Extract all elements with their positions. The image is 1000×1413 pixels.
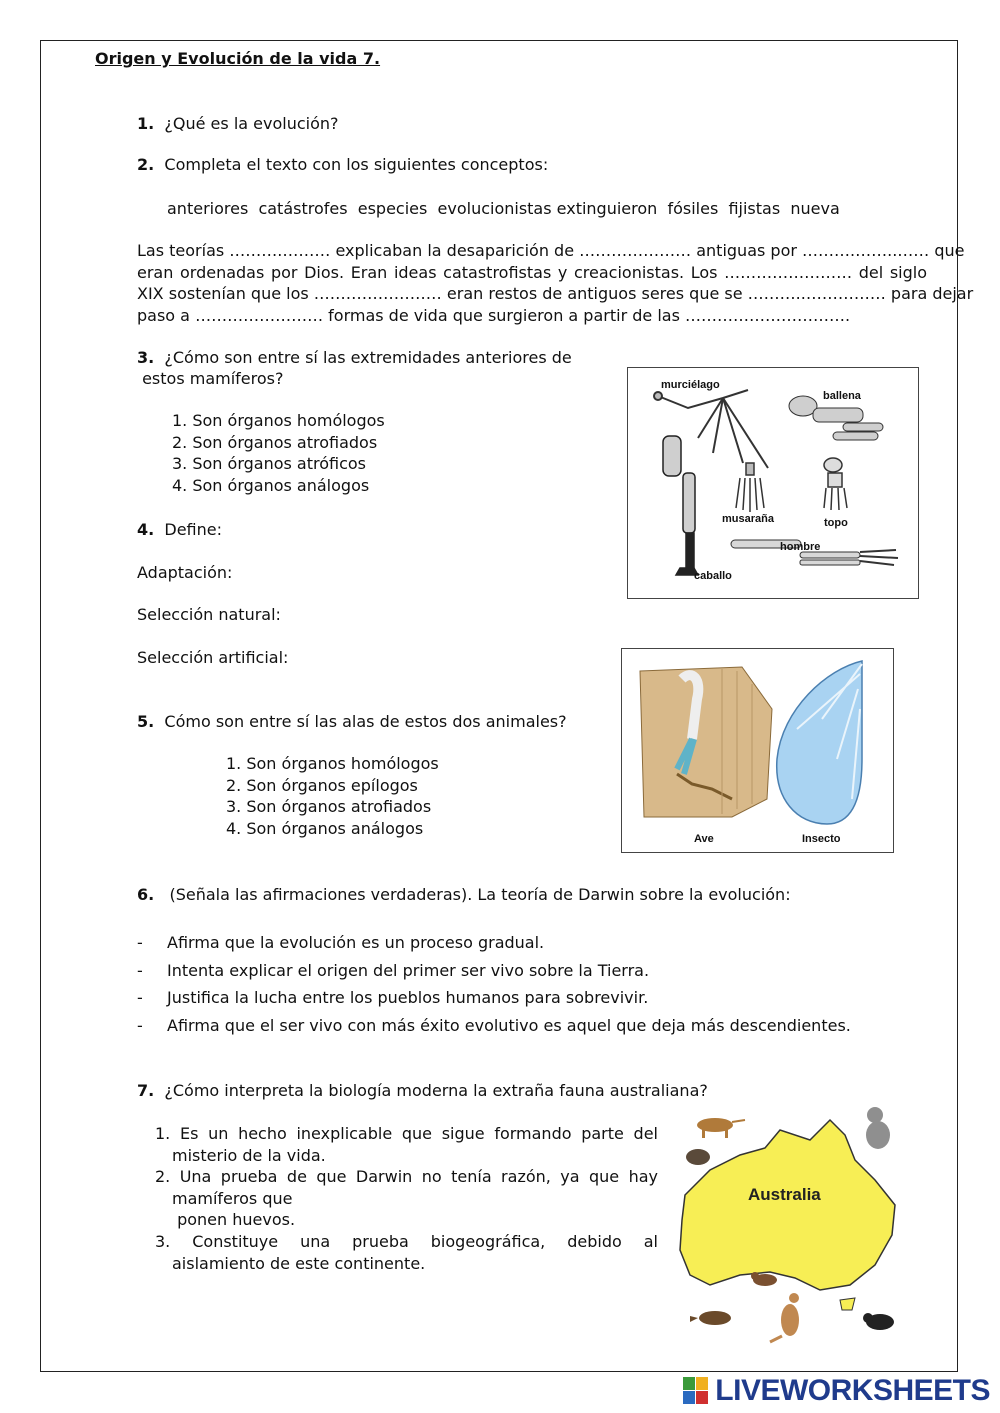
paragraph-line: eran ordenadas por Dios. Eran ideas catastrofistas y creacionistas. Los …………………… del siglo — [137, 262, 927, 282]
statement-item[interactable]: Intenta explicar el origen del primer ser vivo sobre la Tierra. — [167, 961, 650, 980]
shrew-paw-icon — [736, 463, 764, 512]
australia-map — [670, 1100, 920, 1350]
question-5-options — [226, 753, 439, 839]
wings-figure — [621, 648, 894, 853]
label-topo: topo — [824, 517, 848, 529]
question-5-text: Cómo son entre sí las alas de estos dos animales? — [164, 712, 567, 731]
question-2-text: Completa el texto con los siguientes conceptos: — [164, 155, 549, 174]
question-7-number: 7. — [137, 1081, 155, 1100]
bullet-dash: - — [137, 988, 143, 1007]
question-4-text: Define: — [164, 520, 223, 539]
question-2 — [137, 154, 548, 176]
thylacine-icon — [697, 1118, 745, 1138]
question-4-number: 4. — [137, 520, 155, 539]
australia-figure — [670, 1100, 920, 1350]
label-insecto: Insecto — [802, 833, 841, 845]
tasmanian-devil-icon — [863, 1313, 894, 1330]
option-item[interactable]: 4. Son órganos análogos — [172, 475, 370, 495]
liveworksheets-icon — [683, 1377, 709, 1405]
quoll-icon — [751, 1272, 777, 1286]
fill-in-paragraph — [137, 240, 974, 326]
question-6 — [137, 884, 791, 906]
label-musarana: musaraña — [722, 513, 774, 525]
echidna-icon — [686, 1149, 710, 1165]
question-7 — [137, 1080, 708, 1102]
australia-continent-shape — [680, 1120, 895, 1290]
define-term: Selección natural: — [137, 605, 281, 624]
tasmania-shape — [840, 1298, 855, 1310]
bullet-dash: - — [137, 933, 143, 952]
paragraph-line: XIX sostenían que los …………………… eran restos de antiguos seres que se ………..…………… para dejar — [137, 284, 974, 304]
statement-item[interactable]: Afirma que el ser vivo con más éxito evolutivo es aquel que deja más descendientes. — [167, 1016, 851, 1035]
wings-illustration — [622, 649, 892, 851]
label-murcielago: murciélago — [661, 379, 720, 391]
worksheet-title: Origen y Evolución de la vida 7. — [95, 49, 381, 68]
question-7-text: ¿Cómo interpreta la biología moderna la extraña fauna australiana? — [164, 1081, 708, 1100]
question-7-options — [155, 1123, 658, 1274]
word-bank: anteriores catástrofes especies evolucionistas extinguieron fósiles fijistas nueva — [167, 199, 840, 218]
option-item[interactable]: 2. Son órganos epílogos — [226, 775, 418, 795]
horse-leg-icon — [663, 436, 698, 575]
option-item[interactable]: 3. Constituye una prueba biogeográfica, debido al — [155, 1231, 658, 1251]
label-ave: Ave — [694, 833, 714, 845]
question-3 — [137, 347, 572, 369]
option-item-cont: ponen huevos. — [172, 1210, 296, 1230]
question-3-text: ¿Cómo son entre sí las extremidades anteriores de — [164, 348, 572, 367]
option-item[interactable]: 1. Es un hecho inexplicable que sigue formando parte del — [155, 1124, 658, 1143]
australia-label: Australia — [748, 1185, 821, 1204]
option-item[interactable]: 2. Son órganos atrofiados — [172, 432, 378, 452]
question-6-text: (Señala las afirmaciones verdaderas). La teoría de Darwin sobre la evolución: — [164, 885, 791, 904]
question-5 — [137, 711, 567, 733]
question-3-number: 3. — [137, 348, 155, 367]
koala-icon — [866, 1107, 890, 1149]
whale-flipper-icon — [789, 396, 883, 440]
bullet-dash: - — [137, 1016, 143, 1035]
option-item[interactable]: 3. Son órganos atróficos — [172, 454, 367, 474]
bird-wing-icon — [640, 667, 772, 817]
statement-item[interactable]: Afirma que la evolución es un proceso gradual. — [167, 933, 545, 952]
option-item-cont: mamíferos que — [172, 1188, 293, 1208]
label-hombre: hombre — [780, 541, 821, 553]
question-1 — [137, 113, 339, 135]
option-item[interactable]: 1. Son órganos homólogos — [226, 754, 439, 773]
label-caballo: caballo — [694, 570, 732, 582]
insect-wing-icon — [777, 661, 862, 824]
question-4 — [137, 519, 222, 541]
statement-item[interactable]: Justifica la lucha entre los pueblos humanos para sobrevivir. — [167, 988, 649, 1007]
question-5-number: 5. — [137, 712, 155, 731]
platypus-icon — [690, 1311, 731, 1325]
option-item[interactable]: 3. Son órganos atrofiados — [226, 797, 432, 817]
label-ballena: ballena — [823, 390, 861, 402]
question-3-text-cont: estos mamíferos? — [137, 369, 284, 388]
paragraph-line: paso a …………………… formas de vida que surgieron a partir de las …………………………. — [137, 305, 851, 325]
liveworksheets-brand: LIVEWORKSHEETS — [715, 1373, 990, 1407]
question-1-number: 1. — [137, 114, 155, 133]
define-term: Selección artificial: — [137, 648, 289, 667]
question-6-number: 6. — [137, 885, 155, 904]
kangaroo-icon — [770, 1293, 799, 1342]
bullet-dash: - — [137, 961, 143, 980]
mole-paw-icon — [824, 458, 847, 510]
option-item-cont: aislamiento de este continente. — [172, 1253, 426, 1273]
liveworksheets-logo[interactable] — [683, 1375, 990, 1407]
define-term: Adaptación: — [137, 563, 233, 582]
paragraph-line: Las teorías ……….……… explicaban la desaparición de ………………… antiguas por ……….……..…… que — [137, 241, 965, 260]
option-item[interactable]: 1. Son órganos homólogos — [172, 411, 385, 430]
option-item-cont: misterio de la vida. — [172, 1145, 326, 1165]
option-item[interactable]: 4. Son órganos análogos — [226, 818, 424, 838]
question-2-number: 2. — [137, 155, 155, 174]
option-item[interactable]: 2. Una prueba de que Darwin no tenía razón, ya que hay — [155, 1167, 658, 1187]
mammal-limbs-figure — [627, 367, 919, 599]
mammal-limbs-illustration — [628, 368, 917, 597]
question-1-text: ¿Qué es la evolución? — [164, 114, 339, 133]
question-3-options — [172, 410, 385, 496]
